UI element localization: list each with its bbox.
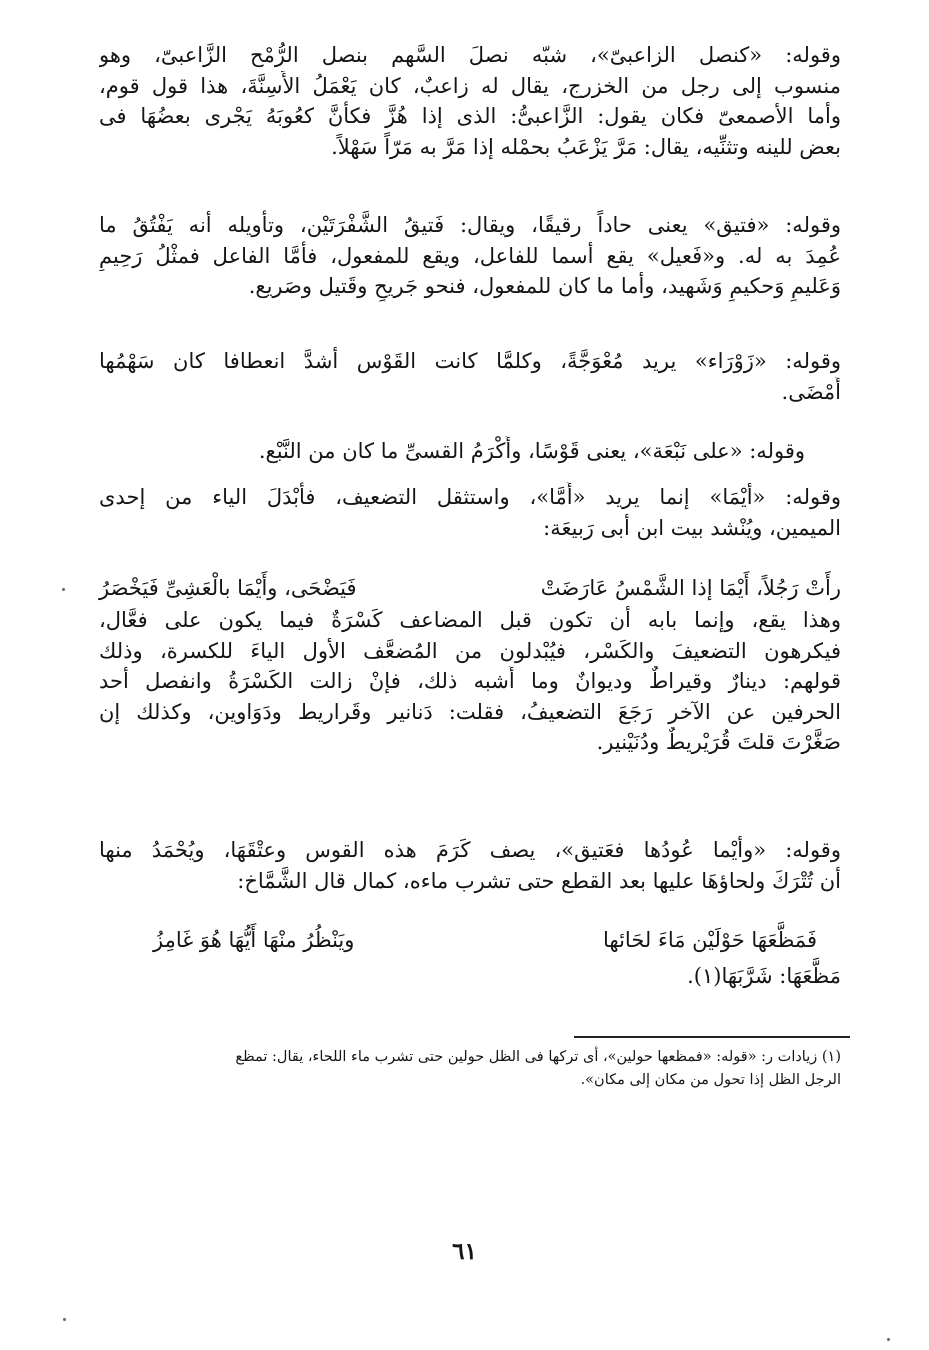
text-line: وأما الأصمعىّ فكان يقول: الزَّاعبىُّ: الذى إذا هُزَّ فكأنَّ كعُوبَهُ يَجْرى بعضُهَا فى — [99, 104, 841, 128]
scan-speck — [63, 1318, 66, 1321]
text-line: وقوله: «أيْمَا» إنما يريد «أَمَّا»، واستثقل التضعيف، فأبْدَلَ الياء من إحدى — [99, 485, 841, 509]
footnote — [99, 1046, 841, 1092]
text-line: أن تُتْرَكَ ولحاؤهَا عليها بعد القطع حتى تشرب ماءه، كمال قال الشَّمَّاخ: — [237, 868, 841, 893]
text-line: وقوله: «زَوْرَاء» يريد مُعْوَجَّةً، وكلمَّا كانت القَوْس أشدَّ انعطافا كان سَهْمُها — [99, 349, 841, 373]
footnote-line: الرجل الظل إذا تحول من مكان إلى مكان». — [580, 1072, 841, 1088]
footnote-separator — [574, 1036, 850, 1038]
text-line: منسوب إلى رجل من الخزرج، يقال له زاعبٌ، كان يَعْمَلُ الأَسِنَّةَ، هذا قول قوم، — [99, 73, 841, 98]
paragraph-1 — [99, 40, 841, 162]
text-line: وقوله: «فتيق» يعنى حاداً رقيقًا، ويقال: فَتيقُ الشَّفْرَتَيْن، وتأويله أنه يَفْتُقُ ما — [99, 213, 841, 237]
text-line: الحرفين عن الآخر رَجَعَ التضعيفُ، فقلت: دَنانير وقَراريط ودَوَاوين، وكذلك إن — [99, 699, 841, 724]
paragraph-4 — [99, 436, 841, 467]
verse-second-hemistich: ويَنْظُرُ منْهَا أَيُّهَا هُوَ غَامِزُ — [153, 928, 355, 952]
paragraph-6 — [99, 605, 841, 758]
text-line: وقوله: «وأيْما عُودُها فعَتيق»، يصف كَرَمَ هذه القوس وعتْقَهَا، ويُحْمَدُ منها — [99, 838, 841, 862]
verse-second-hemistich: فَيَضْحَى، وأَيْمَا بالْعَشِىِّ فَيَخْصَرُ — [99, 576, 357, 600]
text-line: الميمين، ويُنْشد بيت ابن أبى رَبيعَة: — [543, 515, 841, 540]
text-line: وقوله: «كنصل الزاعبىّ»، شبّه نصلَ السَّهم بنصل الرُّمْح الزَّاعبىّ، وهو — [99, 43, 841, 67]
verse-first-hemistich: رأَتْ رَجُلاً، أَيْمَا إذا الشَّمْسُ عَارَضَتْ — [540, 576, 841, 600]
text-line: قولهم: دينارٌ وقيراطٌ وديوانٌ وما أَشبه ذلك، فإنْ زالت الكَسْرَةُ وانفصل أحد — [99, 669, 841, 693]
text-line: وهذا يقع، وإنما بابه أن تكون قبل المضاعف كَسْرَةٌ فيما يكون على فعَّال، — [99, 608, 841, 632]
text-line: وقوله: «على نَبْعَة»، يعنى قَوْسًا، وأَكْرَمُ القسىِّ ما كان من النَّبْع. — [258, 439, 805, 463]
text-line: وَعَليمٍ وَحكيمٍ وَشَهيد، وأما ما كان للمفعول، فنحو جَريحٍ وقَتيل وصَريع. — [248, 274, 841, 298]
text-line: بعض للينه وتثنِّيه، يقال: مَرَّ يَزْعَبُ بحمْله إذا مَرَّ به مَرّاً سَهْلاً. — [331, 134, 841, 159]
verse-gloss: مَظَّعَهَا: شَرَّبَهَا(١). — [687, 964, 841, 988]
scan-speck — [62, 588, 65, 591]
scan-speck — [887, 1338, 890, 1341]
paragraph-7 — [99, 835, 841, 896]
paragraph-2 — [99, 210, 841, 302]
text-line: صَغَّرْتَ قلتَ قُرَيْريطٌ ودُنَيْنير. — [596, 730, 841, 754]
footnote-line: (١) زيادات ر: «قوله: «فمظعها حولين»، أى تركها فى الظل حولين حتى تشرب ماء اللحاء، يقال: تمظع — [235, 1049, 841, 1065]
page-number: ٦١ — [452, 1238, 477, 1265]
paragraph-3 — [99, 346, 841, 407]
verse-first-hemistich: فَمَظَّعَهَا حَوْلَيْن مَاءَ لحَائها — [603, 928, 817, 952]
text-line: أَمْضَى. — [781, 379, 841, 404]
paragraph-5 — [99, 482, 841, 543]
text-line: فيكرهون التضعيفَ والكَسْر، فيُبْدلون من المُضعَّف الأول الياءَ للكسرة، وذلك — [99, 638, 841, 663]
text-line: عُمِدَ به له. و«فَعيل» يقع أسما للفاعل، ويقع للمفعول، فأمَّا الفاعل فمثْلُ رَحِيمٍ — [99, 243, 841, 268]
